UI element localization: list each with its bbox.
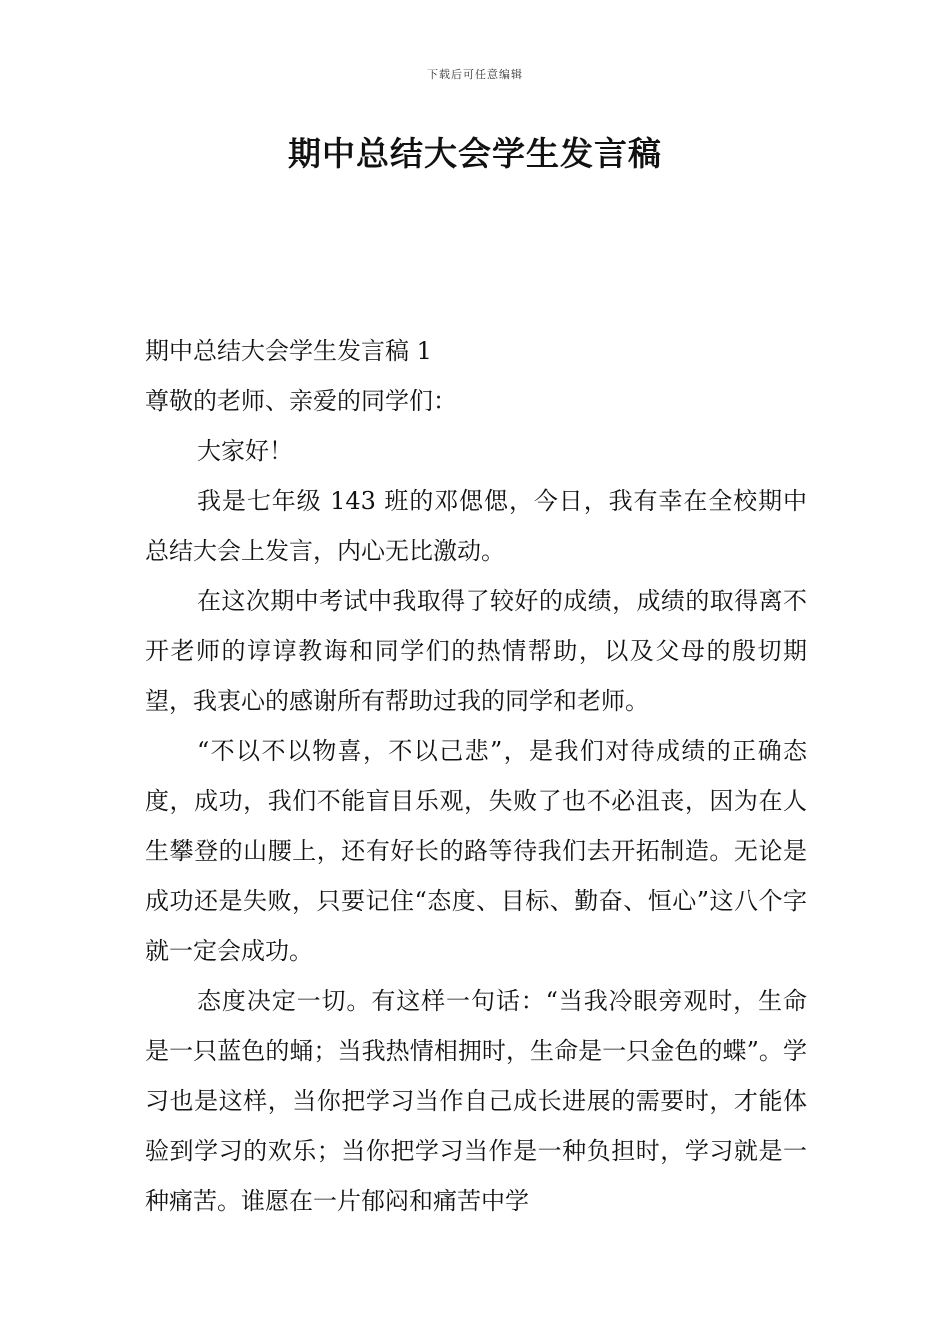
paragraph-greeting: 大家好！ bbox=[197, 437, 293, 465]
speech-subtitle: 期中总结大会学生发言稿 1 bbox=[145, 337, 432, 365]
document-body bbox=[145, 326, 807, 1226]
paragraph-gratitude: 在这次期中考试中我取得了较好的成绩，成绩的取得离不开老师的谆谆教诲和同学们的热情帮助，以及父母的殷切期望，我衷心的感谢所有帮助过我的同学和老师。 bbox=[145, 587, 807, 715]
paragraph-attitude-decides: 态度决定一切。有这样一句话：“当我冷眼旁观时，生命是一只蓝色的蛹；当我热情相拥时，生命是一只金色的蝶”。学习也是这样，当你把学习当作自己成长进展的需要时，才能体验到学习的欢乐；当你把学习当作是一种负担时，学习就是一种痛苦。谁愿在一片郁闷和痛苦中学 bbox=[145, 987, 807, 1215]
salutation: 尊敬的老师、亲爱的同学们： bbox=[145, 387, 457, 415]
paragraph-attitude-to-results: “不以不以物喜，不以己悲”，是我们对待成绩的正确态度，成功，我们不能盲目乐观，失败了也不必沮丧，因为在人生攀登的山腰上，还有好长的路等待我们去开拓制造。无论是成功还是失败，只要记住“态度、目标、勤奋、恒心”这八个字就一定会成功。 bbox=[145, 737, 807, 965]
header-note: 下载后可任意编辑 bbox=[427, 68, 523, 81]
paragraph-introduction: 我是七年级 143 班的邓偲偲，今日，我有幸在全校期中总结大会上发言，内心无比激动。 bbox=[145, 487, 807, 565]
document-title: 期中总结大会学生发言稿 bbox=[288, 134, 662, 173]
